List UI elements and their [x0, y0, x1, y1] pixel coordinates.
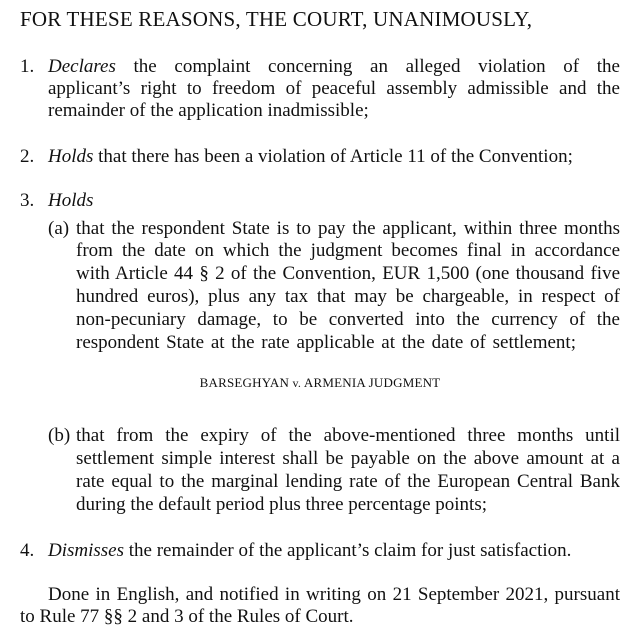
- item-1-number: 1.: [20, 56, 35, 77]
- item-4-line: [48, 540, 571, 562]
- item-2-line: [48, 146, 573, 168]
- item-3-number: 3.: [20, 190, 35, 211]
- item-2-verb: Holds: [48, 146, 94, 167]
- item-3a-line-6: respondent State at the rate applicable at the date of settlement;: [76, 332, 576, 353]
- item-3a-line-2: from the date on which the judgment becomes final in accordance: [76, 240, 620, 261]
- item-4-verb: Dismisses: [48, 540, 125, 561]
- item-3-verb-text: Holds: [48, 190, 94, 211]
- item-2-text: that there has been a violation of Article 11 of the Convention;: [98, 146, 573, 167]
- item-3a-line-1: that the respondent State is to pay the applicant, within three months: [76, 218, 620, 239]
- item-3a-label: (a): [48, 218, 70, 239]
- item-1-verb: Declares: [48, 56, 116, 77]
- item-3a-line-3: with Article 44 § 2 of the Convention, EUR 1,500 (one thousand five: [76, 263, 620, 284]
- item-1-line-1: [48, 56, 620, 78]
- item-2-number: 2.: [20, 146, 35, 167]
- item-3a-line-4: hundred euros), plus any tax that may be chargeable, in respect of: [76, 286, 620, 307]
- closing-line-2: to Rule 77 §§ 2 and 3 of the Rules of Court.: [20, 606, 354, 627]
- item-1-text-1: the complaint concerning an alleged violation of the: [133, 56, 620, 77]
- item-1-line-2: applicant’s right to freedom of peaceful assembly admissible and the: [48, 78, 620, 99]
- closing-line-1: Done in English, and notified in writing on 21 September 2021, pursuant: [48, 584, 620, 605]
- item-3b-line-1: that from the expiry of the above-mentioned three months until: [76, 425, 620, 446]
- item-3b-label: (b): [48, 425, 71, 446]
- running-head-v: v.: [292, 376, 302, 390]
- item-3-verb: [48, 190, 93, 212]
- item-3b-line-2: settlement simple interest shall be payable on the above amount at a: [76, 448, 620, 469]
- operative-heading: FOR THESE REASONS, THE COURT, UNANIMOUSLY,: [20, 7, 533, 31]
- item-4-number: 4.: [20, 540, 35, 561]
- running-head-right: ARMENIA JUDGMENT: [303, 375, 441, 390]
- item-1-line-3: remainder of the application inadmissible;: [48, 100, 369, 121]
- running-head: [0, 375, 640, 391]
- item-3b-line-4: during the default period plus three percentage points;: [76, 494, 488, 515]
- running-head-left: BARSEGHYAN: [199, 375, 290, 390]
- item-3a-line-5: non-pecuniary damage, to be converted into the currency of the: [76, 309, 620, 330]
- item-4-text: the remainder of the applicant’s claim for just satisfaction.: [128, 540, 572, 561]
- item-3b-line-3: rate equal to the marginal lending rate of the European Central Bank: [76, 471, 620, 492]
